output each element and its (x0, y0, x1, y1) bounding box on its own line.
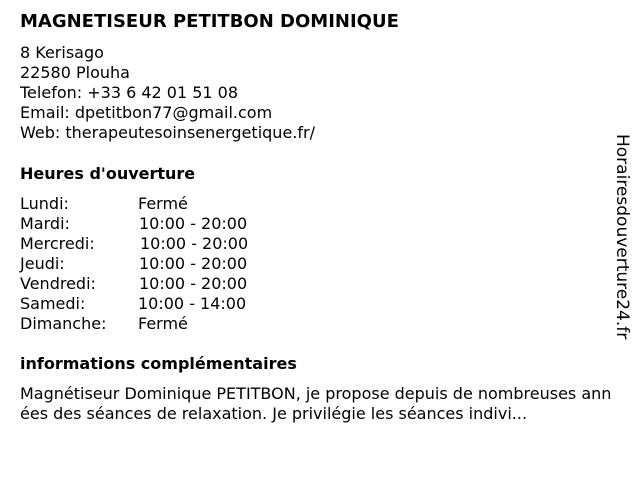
address-city: 22580 Plouha (20, 63, 130, 82)
day-label: Mercredi: (20, 234, 95, 253)
time-value: Fermé (138, 314, 188, 333)
day-label: Jeudi: (20, 254, 65, 273)
day-label: Vendredi: (20, 274, 96, 293)
description-text: Magnétiseur Dominique PETITBON, je propose depuis de nombreuses années des séances de relaxation. Je privilégie les séances indivi... (20, 384, 612, 423)
email-line: Email: dpetitbon77@gmail.com (20, 103, 273, 122)
day-label: Dimanche: (20, 314, 107, 333)
time-value: Fermé (138, 194, 188, 213)
time-value: 10:00 - 20:00 (139, 254, 248, 273)
address-street: 8 Kerisago (20, 43, 104, 62)
contact-block (20, 43, 315, 143)
time-value: 10:00 - 20:00 (140, 234, 249, 253)
day-label: Lundi: (20, 194, 69, 213)
time-value: 10:00 - 20:00 (139, 214, 248, 233)
watermark-text: Horairesdouverture24.fr (612, 134, 632, 340)
time-value: 10:00 - 20:00 (139, 274, 248, 293)
hours-heading: Heures d'ouverture (20, 164, 196, 183)
phone-line: Telefon: +33 6 42 01 51 08 (20, 83, 239, 102)
web-line: Web: therapeutesoinsenergetique.fr/ (20, 123, 315, 142)
day-label: Mardi: (20, 214, 70, 233)
day-label: Samedi: (20, 294, 86, 313)
time-value: 10:00 - 14:00 (138, 294, 247, 313)
site-watermark (610, 134, 634, 346)
info-heading: informations complémentaires (20, 354, 297, 373)
business-title: MAGNETISEUR PETITBON DOMINIQUE (20, 11, 399, 32)
